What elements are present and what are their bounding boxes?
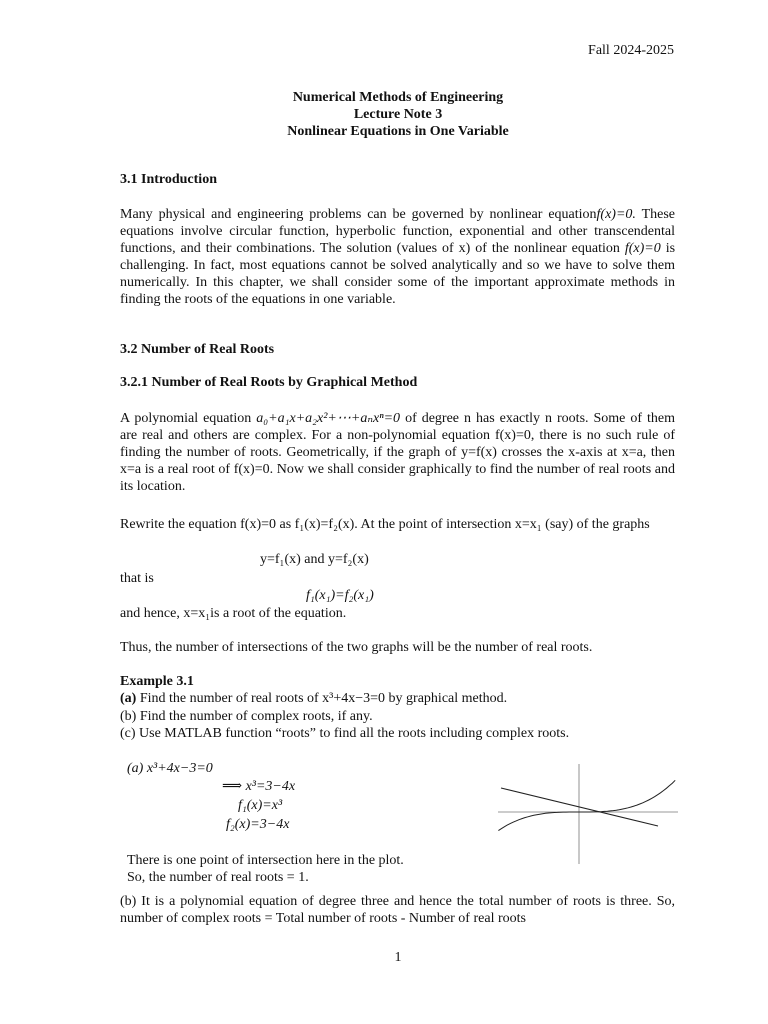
intro-text-1: Many physical and engineering problems can be governed by nonlinear equation [120,207,597,222]
work-line-1: (a) x³+4x−3=0 [127,761,213,776]
work-line-2: ⟹ x³=3−4x [222,779,296,794]
intro-paragraph [120,206,675,308]
work-line-4: f₂(x)=3−4x [226,817,290,832]
rewrite-paragraph: Rewrite the equation f(x)=0 as f₁(x)=f₂(x). At the point of intersection x=x₁ (say) of the graphs [120,517,650,532]
graphical-method-heading: 3.2.1 Number of Real Roots by Graphical Method [120,375,418,390]
graphs-equation: y=f₁(x) and y=f₂(x) [260,552,369,567]
lecture-note-title: Lecture Note 3 [353,107,443,122]
page-number: 1 [394,950,402,965]
course-title: Numerical Methods of Engineering [292,90,504,105]
intro-text-3: is challenging. In fact, most equations cannot be solved analytically and so we have to solve them numerically. In this chapter, we shall consider some of the important approximate methods in finding the roots of the equations in one variable. [120,241,676,307]
intro-equation-2: f(x)=0 [624,241,661,256]
poly-text-2: of degree n has exactly n roots. Some of them are real and others are complex. For a non-polynomial equation f(x)=0, there is no such rule of finding the number of roots. Geometrically, if the graph of y=f(x) crosses the x-axis at x=a, then x=a is a real root of f(x)=0. Now we shall consider graphically to find the number of real roots and its location. [120,411,676,494]
title-block [0,89,768,140]
conclusion-text: There is one point of intersection here in the plot. So, the number of real roots = 1. [127,853,404,885]
intro-heading: 3.1 Introduction [120,172,217,187]
example-part-b: (b) Find the number of complex roots, if any. [120,709,373,724]
part-b-answer: (b) It is a polynomial equation of degree three and hence the total number of roots is three. So, number of complex roots = Total number of roots - Number of real roots [120,894,675,926]
polynomial-paragraph [120,410,675,495]
work-line-3: f₁(x)=x³ [238,798,283,813]
that-is-text: that is [120,571,154,586]
part-a-text: Find the number of real roots of x³+4x−3=0 by graphical method. [139,691,508,706]
example-title: Example 3.1 [120,674,194,689]
part-a-label: (a) [120,691,137,706]
intro-equation: f(x)=0. [596,207,636,222]
real-roots-heading: 3.2 Number of Real Roots [120,342,275,357]
poly-text-1: A polynomial equation [120,411,252,426]
linear-curve [501,788,658,826]
topic-title: Nonlinear Equations in One Variable [287,124,509,139]
intersection-plot [496,762,680,866]
cubic-curve [498,780,675,830]
term-header: Fall 2024-2025 [588,43,674,58]
thus-text: Thus, the number of intersections of the two graphs will be the number of real roots. [120,640,593,655]
poly-equation: a₀+a₁x+a₂x²+⋯+aₙxⁿ=0 [256,411,401,426]
hence-text: and hence, x=x₁is a root of the equation. [120,606,347,621]
intro-text-2: These equations involve circular function, hyperbolic function, exponential and other transcendental functions, and their combinations. The solution (values of x) of the nonlinear equation [120,207,675,256]
example-part-c: (c) Use MATLAB function “roots” to find all the roots including complex roots. [120,726,570,741]
intersection-equation: f₁(x₁)=f₂(x₁) [306,588,374,603]
example-part-a [120,690,507,707]
